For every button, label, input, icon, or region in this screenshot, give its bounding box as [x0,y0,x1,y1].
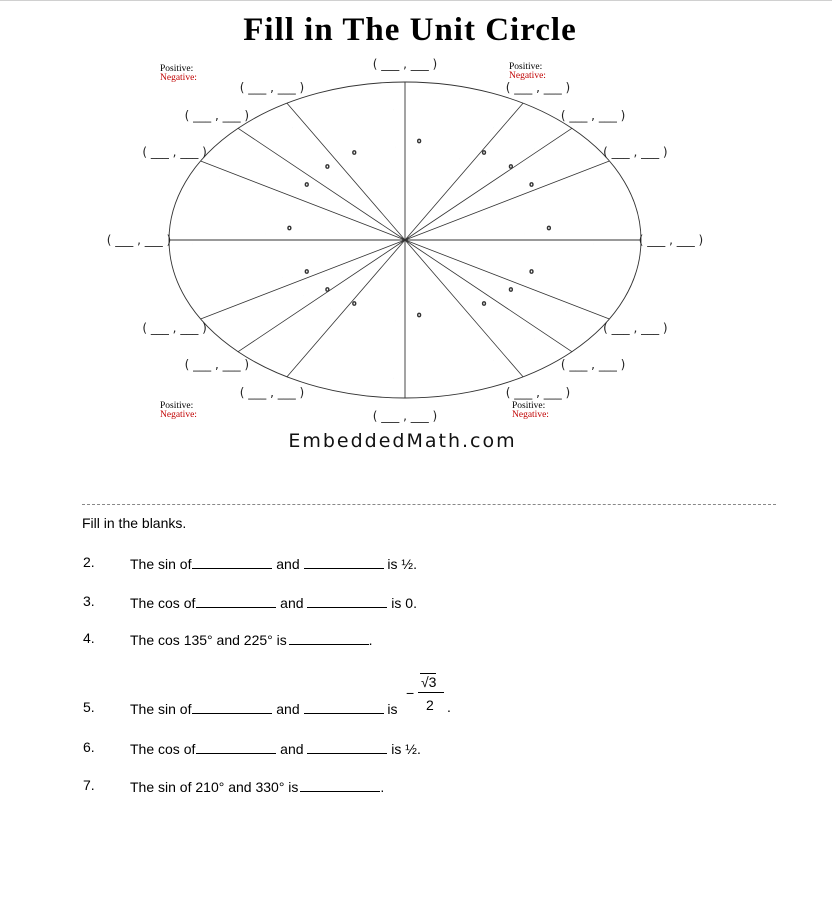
radius-line [287,240,405,377]
quadrant-label-i: Positive: Negative: [509,62,546,81]
fraction-denominator: 2 [426,697,434,713]
coordinate-pair-blank[interactable]: ( ___ , ___ ) [184,108,250,123]
degree-symbol: o [352,299,357,308]
coordinate-pair-blank[interactable]: ( ___ , ___ ) [560,357,626,372]
answer-blank[interactable] [307,739,387,754]
radius-line [405,240,609,319]
coordinate-pair-blank[interactable]: ( ___ , ___ ) [560,108,626,123]
question-5: The sin of and is [130,701,398,717]
question-number: 2. [83,554,95,570]
degree-symbol: o [304,180,309,189]
radius-line [287,103,405,240]
coordinate-pair-blank[interactable]: ( ___ , ___ ) [106,233,172,247]
radius-line [238,128,405,240]
answer-blank[interactable] [289,630,369,645]
degree-symbol: o [325,285,330,294]
fraction-bar [418,692,444,693]
radius-line [405,240,523,377]
degree-symbol: o [417,137,422,146]
question-number: 4. [83,630,95,646]
coordinate-pair-blank[interactable]: ( ___ , ___ ) [372,57,438,71]
question-number: 7. [83,777,95,793]
instructions: Fill in the blanks. [82,515,187,531]
answer-blank[interactable] [304,554,384,569]
degree-symbol: o [481,299,487,308]
question-3: The cos of and is 0. [130,595,417,611]
question-number: 3. [83,593,95,609]
question-7: The sin of 210° and 330° is . [130,779,385,795]
degree-symbol: o [508,285,514,294]
quadrant-label-iv: Positive: Negative: [512,401,549,420]
coordinate-pair-blank[interactable]: ( ___ , ___ ) [239,385,305,400]
degree-symbol: o [304,267,309,276]
coordinate-pair-blank[interactable]: ( ___ , ___ ) [372,409,438,423]
answer-blank[interactable] [196,739,276,754]
radius-line [238,240,405,352]
unit-circle-diagram [0,0,832,430]
coordinate-pair-blank[interactable]: ( ___ , ___ ) [603,145,668,159]
section-divider [82,504,776,505]
answer-blank[interactable] [192,554,272,569]
quadrant-label-iii: Positive: Negative: [160,401,197,420]
brand-watermark: EmbeddedMath.com [288,430,517,452]
coordinate-pair-blank[interactable]: ( ___ , ___ ) [638,233,704,247]
question-5-end: . [447,699,451,715]
degree-symbol: o [325,162,330,171]
fraction-neg-sqrt3-over-2 [406,674,446,719]
quadrant-label-ii: Positive: Negative: [160,64,197,83]
degree-symbol: o [529,180,534,189]
fraction-sign: − [406,685,415,701]
question-6: The cos of and is ½. [130,741,421,757]
radius-line [201,161,405,240]
answer-blank[interactable] [307,593,387,608]
question-2: The sin of and is ½. [130,556,417,572]
angle-blanks [192,110,593,379]
answer-blank[interactable] [196,593,276,608]
degree-symbol: o [546,224,552,232]
radius-line [405,161,609,240]
coordinate-pair-blank[interactable]: ( ___ , ___ ) [142,321,207,335]
question-number: 6. [83,739,95,755]
answer-blank[interactable] [304,699,384,714]
coordinate-pair-blank[interactable]: ( ___ , ___ ) [505,80,571,95]
degree-symbol: o [529,267,534,276]
degree-symbol: o [352,148,357,157]
page-title: Fill in The Unit Circle [243,12,577,48]
coordinate-pair-blank[interactable]: ( ___ , ___ ) [505,385,571,400]
fraction-numerator: √3 [421,674,437,690]
coordinate-pair-blank[interactable]: ( ___ , ___ ) [603,321,668,335]
question-number: 5. [83,699,95,715]
coordinate-pair-blank[interactable]: ( ___ , ___ ) [184,357,250,372]
radius-line [405,103,523,240]
coordinate-pair-blank[interactable]: ( ___ , ___ ) [142,145,207,159]
coordinate-pair-blank[interactable]: ( ___ , ___ ) [239,80,305,95]
radius-line [201,240,405,319]
answer-blank[interactable] [192,699,272,714]
degree-symbol: o [481,148,487,157]
degree-symbol: o [417,310,422,319]
radius-line [405,240,572,352]
question-4: The cos 135° and 225° is . [130,632,373,648]
degree-symbol: o [508,162,514,171]
answer-blank[interactable] [300,777,380,792]
degree-symbol: o [287,224,292,232]
